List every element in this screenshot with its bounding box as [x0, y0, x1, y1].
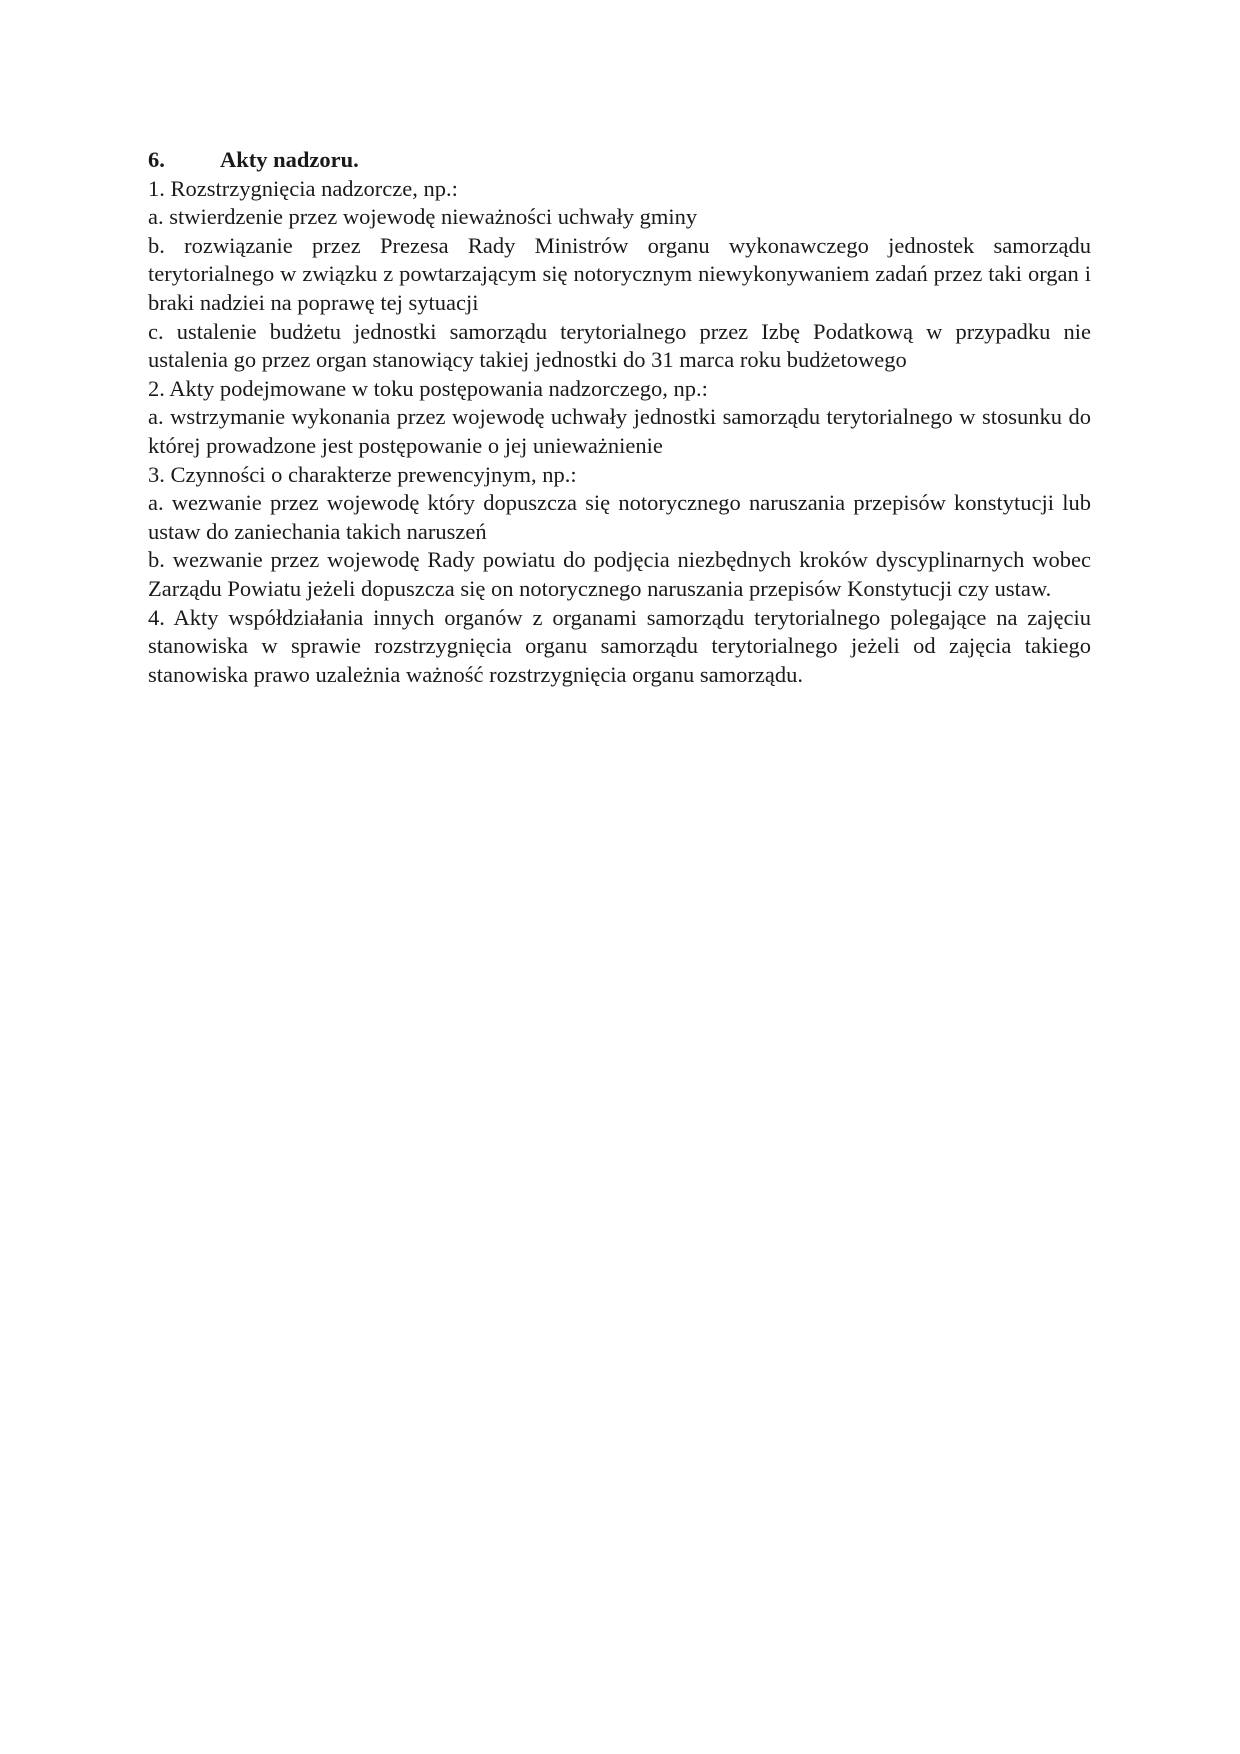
paragraph-1a: a. stwierdzenie przez wojewodę nieważności uchwały gminy [148, 204, 698, 230]
paragraph-1b: b. rozwiązanie przez Prezesa Rady Ministrów organu wykonawczego jednostek samorządu terytorialnego w związku z powtarzającym się notorycznym niewykonywaniem zadań przez taki organ i braki nadziei na poprawę tej sytuacji [148, 232, 1091, 315]
paragraph-1c: c. ustalenie budżetu jednostki samorządu terytorialnego przez Izbę Podatkową w przypadku nie ustalenia go przez organ stanowiący takiej jednostki do 31 marca roku budżetowego [148, 318, 1091, 373]
paragraph-3a: a. wezwanie przez wojewodę który dopuszcza się notorycznego naruszania przepisów konstytucji lub ustaw do zaniechania takich naruszeń [148, 490, 1091, 544]
section-number: 6. [148, 147, 165, 172]
paragraph-2-heading: 2. Akty podejmowane w toku postępowania nadzorczego, np.: [148, 375, 708, 401]
document-body [148, 146, 1091, 689]
section-heading [148, 146, 1091, 175]
paragraph-3b: b. wezwanie przez wojewodę Rady powiatu do podjęcia niezbędnych kroków dyscyplinarnych wobec Zarządu Powiatu jeżeli dopuszcza się on notorycznego naruszania przepisów Konstytucji czy ustaw. [148, 547, 1091, 601]
paragraph-3-heading: 3. Czynności o charakterze prewencyjnym, np.: [148, 461, 577, 487]
paragraph-2a: a. wstrzymanie wykonania przez wojewodę uchwały jednostki samorządu terytorialnego w stosunku do której prowadzone jest postępowanie o jej unieważnienie [148, 404, 1091, 458]
section-title: Akty nadzoru. [220, 147, 359, 172]
paragraph-1-heading: 1. Rozstrzygnięcia nadzorcze, np.: [148, 175, 458, 201]
paragraph-4: 4. Akty współdziałania innych organów z organami samorządu terytorialnego polegające na zajęciu stanowiska w sprawie rozstrzygnięcia organu samorządu terytorialnego jeżeli od zajęcia takiego stanowiska prawo uzależnia ważność rozstrzygnięcia organu samorządu. [148, 604, 1091, 687]
